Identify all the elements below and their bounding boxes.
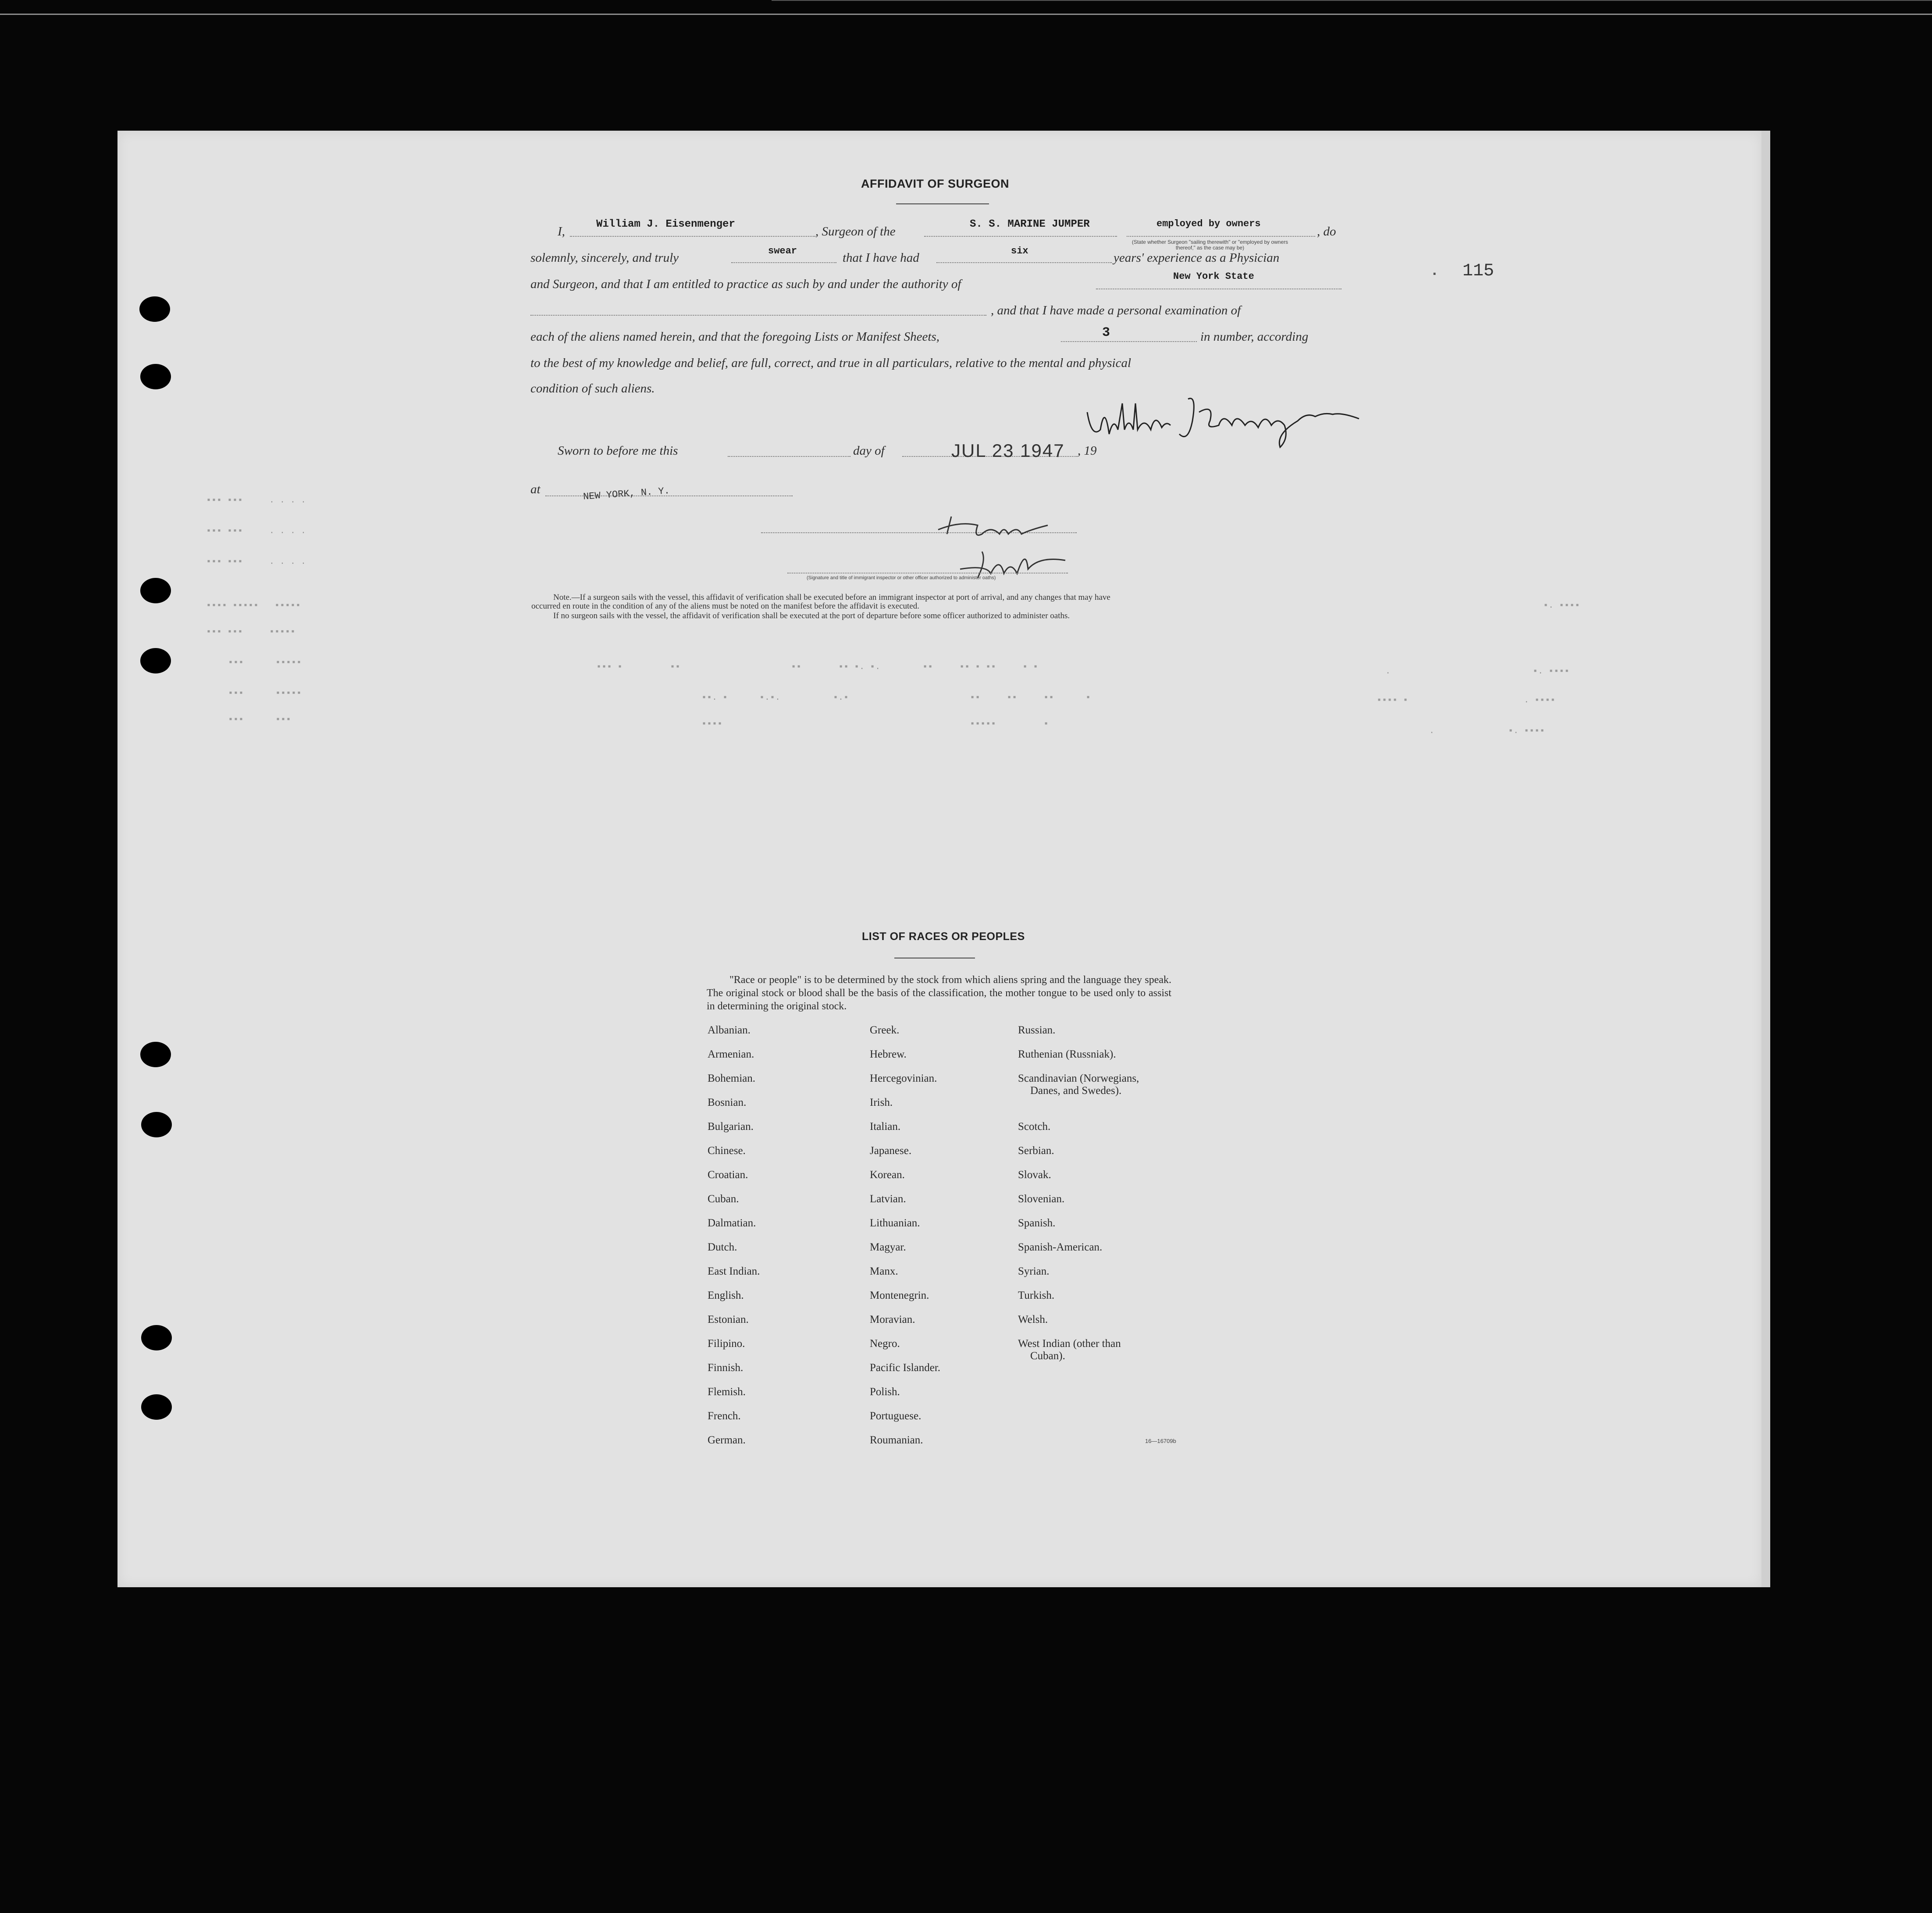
race-item: Spanish. xyxy=(1018,1217,1056,1229)
race-item: Roumanian. xyxy=(870,1434,923,1446)
bleed-through-marks: ▪▪▪▪ ▪▪▪▪▪ ▪ xyxy=(701,719,1049,729)
race-item: Bosnian. xyxy=(708,1097,747,1108)
race-item: German. xyxy=(708,1434,746,1446)
race-item: West Indian (other than xyxy=(1018,1338,1121,1350)
line1-suffix: , do xyxy=(1317,224,1336,239)
bleed-through-marks: ▪▪▪ ▪▪▪ xyxy=(228,715,292,725)
title-rule xyxy=(896,203,989,204)
races-intro: "Race or people" is to be determined by the stock from which aliens spring and the language they speak. The original stock or blood shall be the basis of the classification, the mother tongue to be used only to assist in determining the original stock. xyxy=(707,974,1171,1012)
race-item: Korean. xyxy=(870,1169,905,1181)
dotted-line xyxy=(728,456,850,457)
line1-prefix: I, xyxy=(558,224,565,239)
race-item: Slovenian. xyxy=(1018,1193,1065,1205)
binder-hole xyxy=(141,1394,172,1420)
note-line-3: If no surgeon sails with the vessel, the affidavit of verification shall be executed at the port of departure before some officer authorized to administer oaths. xyxy=(553,611,1070,620)
line3-prefix: and Surgeon, and that I am entitled to practice as such by and under the authority of xyxy=(530,277,961,291)
dotted-line xyxy=(1127,236,1315,237)
race-item: Montenegrin. xyxy=(870,1290,929,1301)
note-line-2: occurred en route in the condition of any of the aliens must be noted on the manifest before the affidavit is executed. xyxy=(531,602,919,611)
bleed-through-marks: ▪▪▪ ▪▪▪▪▪ xyxy=(228,658,302,668)
signature-caption: (Signature and title of immigrant inspector or other officer authorized to administer oaths) xyxy=(807,575,996,581)
race-item: Danes, and Swedes). xyxy=(1030,1085,1122,1097)
bleed-through-marks: ▪▪▪ ▪▪▪ . . . . xyxy=(206,495,306,506)
race-item: East Indian. xyxy=(708,1265,760,1277)
race-item: Polish. xyxy=(870,1386,900,1398)
race-item: Filipino. xyxy=(708,1338,745,1350)
race-item: Croatian. xyxy=(708,1169,748,1181)
at-label: at xyxy=(530,482,541,496)
line7: condition of such aliens. xyxy=(530,381,655,395)
race-item: Dalmatian. xyxy=(708,1217,756,1229)
affidavit-title: AFFIDAVIT OF SURGEON xyxy=(861,177,1009,190)
race-item: Latvian. xyxy=(870,1193,906,1205)
bleed-through-marks: ▪▪▪▪ ▪ . ▪▪▪▪ xyxy=(1377,695,1556,705)
race-item: Bulgarian. xyxy=(708,1121,754,1133)
page-edge xyxy=(1761,131,1770,1587)
binder-hole xyxy=(141,1325,172,1350)
dotted-line xyxy=(731,262,836,263)
race-item: Cuban). xyxy=(1030,1350,1065,1362)
race-item: Syrian. xyxy=(1018,1265,1050,1277)
race-item: Armenian. xyxy=(708,1048,754,1060)
bleed-through-marks: ▪▪▪▪ ▪▪▪▪▪ ▪▪▪▪▪ xyxy=(206,601,301,611)
sworn-year-prefix: , 19 xyxy=(1078,444,1097,458)
employment-note: (State whether Surgeon "sailing therewith" or "employed by owners thereof," as the case may be) xyxy=(1131,239,1288,251)
bleed-through-marks: . ▪. ▪▪▪▪ xyxy=(1429,726,1545,736)
race-item: Negro. xyxy=(870,1338,900,1350)
bleed-through-marks: ▪▪▪ ▪ ▪▪ ▪▪ ▪▪ ▪. ▪. ▪▪ ▪▪ ▪ ▪▪ ▪ ▪ xyxy=(596,662,1039,672)
race-item: Bohemian. xyxy=(708,1072,756,1084)
dotted-line xyxy=(1061,341,1197,342)
race-item: Portuguese. xyxy=(870,1410,922,1422)
employment-status: employed by owners xyxy=(1156,218,1261,229)
race-item: Greek. xyxy=(870,1024,900,1036)
line1-mid: , Surgeon of the xyxy=(815,224,896,239)
line5-suffix: in number, according xyxy=(1200,330,1309,344)
line2-prefix: solemnly, sincerely, and truly xyxy=(530,251,679,265)
scan-border-line xyxy=(0,14,1932,15)
binder-hole xyxy=(139,296,170,322)
at-place-stamp: NEW YORK, N. Y. xyxy=(583,485,670,502)
race-item: Chinese. xyxy=(708,1145,746,1157)
race-item: Italian. xyxy=(870,1121,901,1133)
race-item: French. xyxy=(708,1410,741,1422)
sheet-count: 3 xyxy=(1102,325,1110,340)
race-item: Finnish. xyxy=(708,1362,744,1374)
top-border-line xyxy=(772,0,1932,1)
surgeon-signature xyxy=(1078,386,1377,452)
note-line-1: Note.—If a surgeon sails with the vessel, this affidavit of verification shall be executed before an immigrant inspector at port of arrival, and any changes that may have xyxy=(553,593,1110,602)
race-item: Pacific Islander. xyxy=(870,1362,941,1374)
binder-hole xyxy=(140,364,171,389)
date-stamp: JUL 23 1947 xyxy=(951,440,1065,461)
race-item: Scotch. xyxy=(1018,1121,1051,1133)
race-item: Spanish-American. xyxy=(1018,1241,1103,1253)
bleed-through-marks: ▪▪. ▪ ▪.▪. ▪.▪ ▪▪ ▪▪ ▪▪ ▪ xyxy=(701,693,1091,703)
surgeon-name: William J. Eisenmenger xyxy=(596,218,735,230)
race-item: English. xyxy=(708,1290,744,1301)
bleed-through-marks: ▪. ▪▪▪▪ xyxy=(1543,601,1580,611)
line6: to the best of my knowledge and belief, are full, correct, and true in all particulars, relative to the mental and physical xyxy=(530,356,1131,370)
bleed-through-marks: ▪▪▪ ▪▪▪ ▪▪▪▪▪ xyxy=(206,627,296,637)
race-item: Slovak. xyxy=(1018,1169,1051,1181)
bleed-through-marks: . ▪. ▪▪▪▪ xyxy=(1385,666,1570,677)
oath-word: swear xyxy=(768,246,797,256)
sworn-day-label: day of xyxy=(853,444,885,458)
bleed-through-marks: ▪▪▪ ▪▪▪ . . . . xyxy=(206,557,306,567)
line5-prefix: each of the aliens named herein, and that the foregoing Lists or Manifest Sheets, xyxy=(530,330,939,344)
race-item: Cuban. xyxy=(708,1193,739,1205)
dotted-line xyxy=(530,315,986,316)
line2-suffix: years' experience as a Physician xyxy=(1114,251,1280,265)
binder-hole xyxy=(141,1112,172,1137)
race-item: Welsh. xyxy=(1018,1314,1048,1325)
race-item: Japanese. xyxy=(870,1145,912,1157)
dotted-line xyxy=(924,236,1117,237)
race-item: Flemish. xyxy=(708,1386,746,1398)
binder-hole xyxy=(140,1042,171,1067)
form-number: 16—16709b xyxy=(1145,1438,1176,1444)
race-item: Irish. xyxy=(870,1097,893,1108)
years-experience: six xyxy=(1011,246,1028,256)
bleed-through-marks: ▪▪▪ ▪▪▪▪▪ xyxy=(228,688,302,698)
race-item: Ruthenian (Russniak). xyxy=(1018,1048,1116,1060)
race-item: Magyar. xyxy=(870,1241,906,1253)
dotted-line xyxy=(570,236,815,237)
line4: , and that I have made a personal examination of xyxy=(991,303,1241,317)
race-item: Estonian. xyxy=(708,1314,749,1325)
race-item: Turkish. xyxy=(1018,1290,1055,1301)
races-title: LIST OF RACES OR PEOPLES xyxy=(862,930,1025,943)
race-item: Manx. xyxy=(870,1265,898,1277)
vessel-name: S. S. MARINE JUMPER xyxy=(970,218,1090,230)
sworn-prefix: Sworn to before me this xyxy=(558,444,678,458)
dotted-line xyxy=(936,262,1112,263)
race-item: Hebrew. xyxy=(870,1048,907,1060)
race-item: Lithuanian. xyxy=(870,1217,920,1229)
race-item: Scandinavian (Norwegians, xyxy=(1018,1072,1139,1084)
bleed-through-marks: ▪▪▪ ▪▪▪ . . . . xyxy=(206,526,306,536)
race-item: Hercegovinian. xyxy=(870,1072,937,1084)
race-item: Dutch. xyxy=(708,1241,737,1253)
race-item: Albanian. xyxy=(708,1024,751,1036)
page-number: 115 xyxy=(1462,261,1494,281)
race-item: Russian. xyxy=(1018,1024,1056,1036)
page-number-prefix: . xyxy=(1430,263,1439,280)
line2-mid: that I have had xyxy=(843,251,919,265)
race-item: Serbian. xyxy=(1018,1145,1054,1157)
binder-hole xyxy=(140,648,171,673)
authority-state: New York State xyxy=(1173,271,1254,282)
signature-line xyxy=(787,573,1068,574)
binder-hole xyxy=(140,578,171,603)
race-item: Moravian. xyxy=(870,1314,915,1325)
